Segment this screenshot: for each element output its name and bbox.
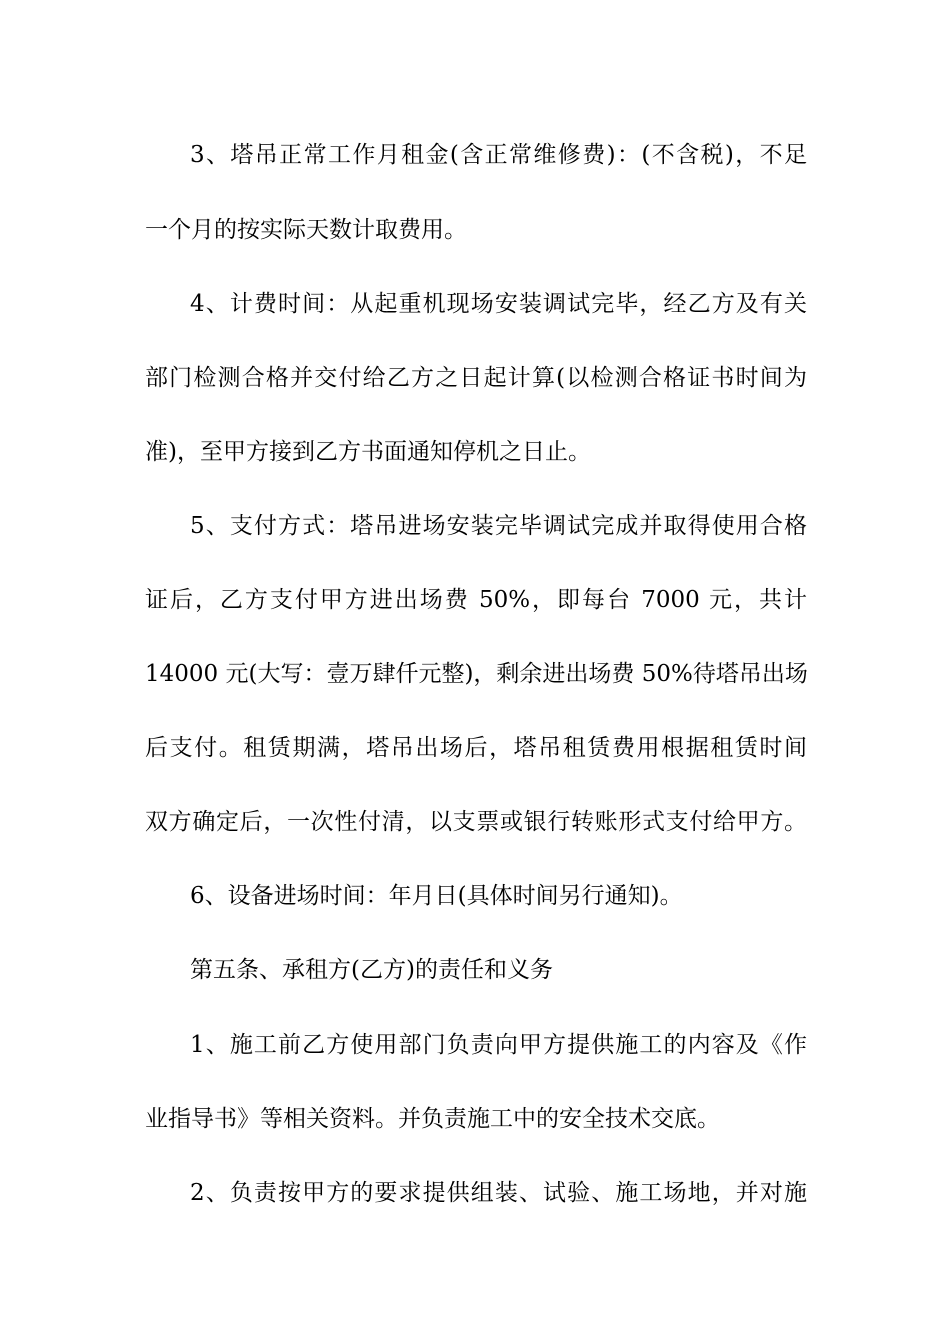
text-line: 5、支付方式：塔吊进场安装完毕调试完成并取得使用合格 <box>190 513 807 539</box>
text-line: 一个月的按实际天数计取费用。 <box>145 217 467 243</box>
text-line: 3、塔吊正常工作月租金(含正常维修费)：(不含税)，不足 <box>190 142 807 168</box>
text-line: 1、施工前乙方使用部门负责向甲方提供施工的内容及《作 <box>190 1032 807 1058</box>
section-heading: 第五条、承租方(乙方)的责任和义务 <box>190 957 553 983</box>
text-line: 2、负责按甲方的要求提供组装、试验、施工场地，并对施 <box>190 1180 807 1206</box>
text-line: 14000 元(大写：壹万肆仟元整)，剩余进出场费 50%待塔吊出场 <box>145 661 808 687</box>
text-line: 证后，乙方支付甲方进出场费 50%，即每台 7000 元，共计 <box>145 587 807 613</box>
text-line: 后支付。租赁期满，塔吊出场后，塔吊租赁费用根据租赁时间 <box>145 735 807 761</box>
text-line: 业指导书》等相关资料。并负责施工中的安全技术交底。 <box>145 1106 720 1132</box>
text-line: 双方确定后，一次性付清，以支票或银行转账形式支付给甲方。 <box>145 809 807 835</box>
text-line: 部门检测合格并交付给乙方之日起计算(以检测合格证书时间为 <box>145 365 807 391</box>
text-line: 4、计费时间：从起重机现场安装调试完毕，经乙方及有关 <box>190 291 807 317</box>
text-line: 准)，至甲方接到乙方书面通知停机之日止。 <box>145 439 591 465</box>
text-line: 6、设备进场时间：年月日(具体时间另行通知)。 <box>190 883 683 909</box>
